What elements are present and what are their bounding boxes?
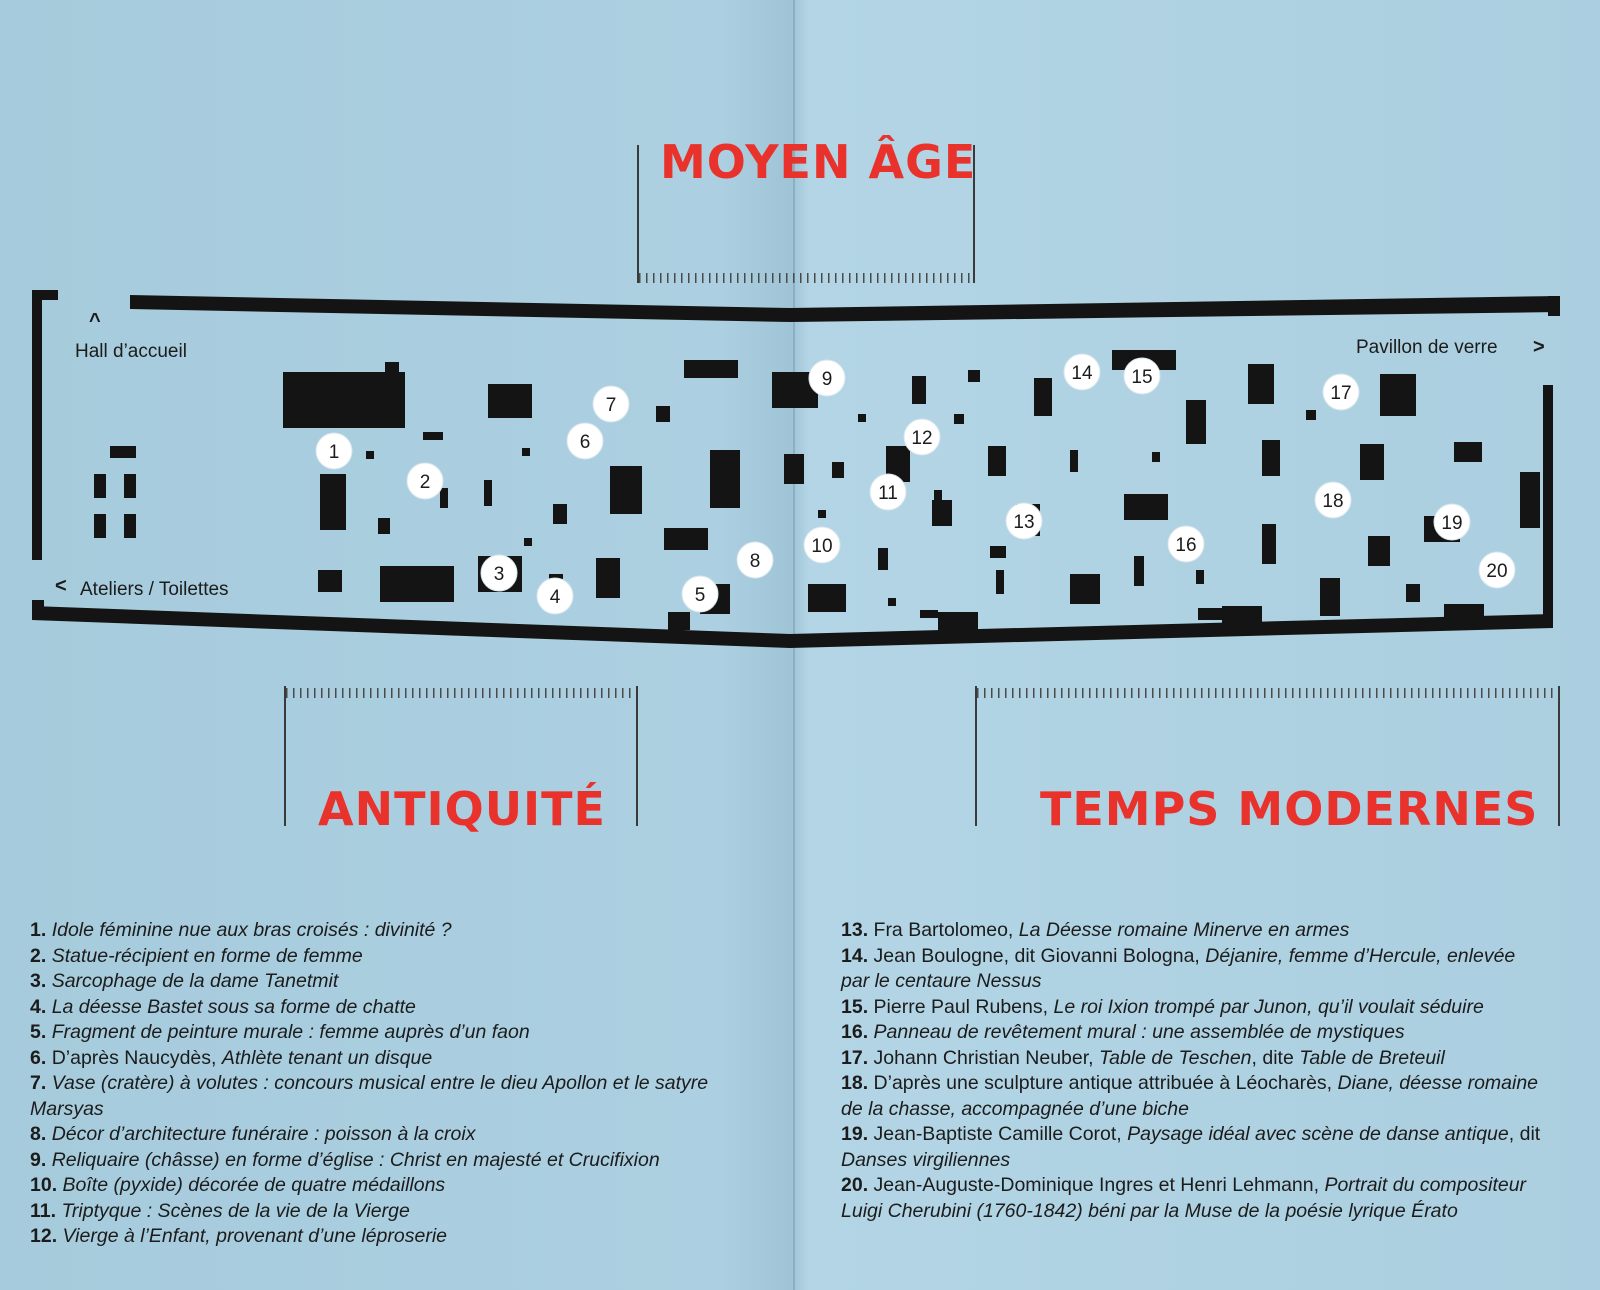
legend-title: Déjanire, femme d’Hercule, enlevée par le centaure Nessus <box>841 944 1516 992</box>
legend-number: 11. <box>30 1199 57 1222</box>
legend-number: 10. <box>30 1174 58 1196</box>
marker-15[interactable] <box>1124 358 1160 394</box>
legend-number: 13. <box>841 919 869 941</box>
marker-number: 12 <box>911 428 933 449</box>
marker-number: 11 <box>878 483 898 504</box>
marker-number: 13 <box>1013 512 1035 533</box>
marker-number: 18 <box>1322 491 1344 512</box>
legend-title: Triptyque : Scènes de la vie de la Vierge <box>61 1199 410 1222</box>
marker-number: 7 <box>605 395 617 416</box>
bracket-line-antiquite-left <box>284 686 286 826</box>
legend-author: D’après une sculpture antique attribuée à Léocharès, <box>873 1072 1338 1094</box>
legend-title: Panneau de revêtement mural : une assemblée de mystiques <box>873 1021 1405 1043</box>
legend-number: 1. <box>30 919 47 941</box>
up-arrow-icon: ^ <box>89 310 101 332</box>
legend-title: Idole féminine nue aux bras croisés : divinité ? <box>51 919 452 941</box>
legend-title: Fragment de peinture murale : femme auprès d’un faon <box>51 1021 530 1043</box>
marker-9[interactable] <box>809 360 845 396</box>
marker-number: 3 <box>493 564 505 585</box>
legend-number: 14. <box>841 944 869 967</box>
marker-number: 10 <box>811 536 833 557</box>
marker-20[interactable] <box>1479 552 1515 588</box>
legend-number: 8. <box>30 1123 47 1145</box>
marker-14[interactable] <box>1064 354 1100 390</box>
legend-author: Johann Christian Neuber, <box>873 1046 1099 1069</box>
legend-title: Décor d’architecture funéraire : poisson à la croix <box>51 1123 476 1145</box>
legend-author: D’après Naucydès, <box>51 1046 222 1069</box>
legend-number: 4. <box>30 995 47 1018</box>
legend-item-2 <box>30 944 750 970</box>
marker-1[interactable] <box>316 433 352 469</box>
legend-alt-title: Danses virgiliennes <box>841 1148 1011 1171</box>
marker-12[interactable] <box>904 419 940 455</box>
marker-4[interactable] <box>537 578 573 614</box>
legend-author: Jean-Auguste-Dominique Ingres et Henri Lehmann, <box>873 1174 1325 1196</box>
legend-number: 15. <box>841 995 869 1018</box>
legend-antiquite-moyen-age <box>30 918 750 1250</box>
legend-number: 19. <box>841 1123 869 1145</box>
legend-item-11 <box>30 1199 750 1225</box>
marker-10[interactable] <box>804 527 840 563</box>
bracket-line-antiquite-right <box>636 686 638 826</box>
legend-item-3 <box>30 969 750 995</box>
legend-connector: , dite <box>1251 1046 1300 1069</box>
hall-accueil-label: Hall d’accueil <box>75 341 187 362</box>
marker-number: 6 <box>579 432 591 453</box>
legend-item-14 <box>841 944 1541 995</box>
legend-item-19 <box>841 1122 1541 1173</box>
legend-item-7 <box>30 1071 750 1122</box>
legend-title: Paysage idéal avec scène de danse antique <box>1127 1123 1509 1145</box>
legend-item-16 <box>841 1020 1541 1046</box>
legend-item-13 <box>841 918 1541 944</box>
legend-item-18 <box>841 1071 1541 1122</box>
marker-3[interactable] <box>481 555 517 591</box>
legend-title: Vase (cratère) à volutes : concours musical entre le dieu Apollon et le satyre Marsyas <box>30 1072 709 1120</box>
marker-6[interactable] <box>567 423 603 459</box>
legend-alt-title: Table de Breteuil <box>1299 1046 1445 1069</box>
marker-number: 20 <box>1486 561 1508 582</box>
marker-19[interactable] <box>1434 504 1470 540</box>
legend-item-9 <box>30 1148 750 1174</box>
legend-title: Table de Teschen <box>1099 1046 1252 1069</box>
ruler-temps-modernes <box>977 688 1558 698</box>
right-arrow-icon: > <box>1533 336 1545 358</box>
marker-16[interactable] <box>1168 526 1204 562</box>
legend-connector: , dit <box>1508 1123 1541 1145</box>
marker-5[interactable] <box>682 576 718 612</box>
marker-number: 5 <box>694 585 706 606</box>
marker-number: 2 <box>419 472 431 493</box>
section-title-antiquite: ANTIQUITÉ <box>318 782 606 836</box>
legend-title: Sarcophage de la dame Tanetmit <box>51 970 339 992</box>
marker-2[interactable] <box>407 463 443 499</box>
marker-8[interactable] <box>737 542 773 578</box>
legend-item-12 <box>30 1224 750 1250</box>
bracket-line-temps-left <box>975 686 977 826</box>
legend-number: 17. <box>841 1046 869 1069</box>
legend-title: Statue-récipient en forme de femme <box>51 944 363 967</box>
section-title-moyen-age: MOYEN ÂGE <box>660 135 977 189</box>
legend-author: Jean Boulogne, dit Giovanni Bologna, <box>873 944 1206 967</box>
marker-number: 1 <box>328 442 340 463</box>
legend-author: Pierre Paul Rubens, <box>873 995 1054 1018</box>
legend-author: Jean-Baptiste Camille Corot, <box>873 1123 1128 1145</box>
legend-item-15 <box>841 995 1541 1021</box>
marker-number: 14 <box>1071 363 1093 384</box>
legend-title: Boîte (pyxide) décorée de quatre médaillons <box>62 1174 446 1196</box>
legend-title: Diane, déesse romaine de la chasse, accompagnée d’une biche <box>841 1072 1539 1120</box>
marker-number: 8 <box>749 551 761 572</box>
legend-item-4 <box>30 995 750 1021</box>
marker-18[interactable] <box>1315 482 1351 518</box>
marker-17[interactable] <box>1323 374 1359 410</box>
legend-number: 12. <box>30 1225 58 1247</box>
legend-number: 16. <box>841 1021 869 1043</box>
legend-title: Le roi Ixion trompé par Junon, qu’il voulait séduire <box>1053 995 1484 1018</box>
section-title-temps-modernes: TEMPS MODERNES <box>1040 782 1539 836</box>
legend-number: 3. <box>30 970 47 992</box>
legend-number: 20. <box>841 1174 869 1196</box>
legend-number: 6. <box>30 1046 47 1069</box>
legend-number: 2. <box>30 944 47 967</box>
legend-title: La déesse Bastet sous sa forme de chatte <box>51 995 416 1018</box>
marker-number: 4 <box>549 587 561 608</box>
legend-item-20 <box>841 1173 1541 1224</box>
marker-number: 16 <box>1175 535 1197 556</box>
marker-number: 19 <box>1441 513 1463 534</box>
ruler-antiquite <box>286 688 636 698</box>
marker-11[interactable] <box>870 474 906 510</box>
legend-temps-modernes <box>841 918 1541 1224</box>
legend-title: La Déesse romaine Minerve en armes <box>1018 919 1350 941</box>
legend-title: Reliquaire (châsse) en forme d’église : Christ en majesté et Crucifixion <box>51 1148 660 1171</box>
marker-number: 9 <box>821 369 833 390</box>
legend-title: Athlète tenant un disque <box>221 1046 433 1069</box>
legend-item-10 <box>30 1173 750 1199</box>
legend-item-8 <box>30 1122 750 1148</box>
left-arrow-icon: < <box>55 575 67 597</box>
legend-item-17 <box>841 1046 1541 1072</box>
legend-title: Portrait du compositeur Luigi Cherubini (1760-1842) béni par la Muse de la poésie lyrique Érato <box>841 1174 1527 1222</box>
pavillon-de-verre-label: Pavillon de verre <box>1356 337 1498 358</box>
bracket-line-temps-right <box>1558 686 1560 826</box>
legend-number: 5. <box>30 1021 47 1043</box>
legend-number: 9. <box>30 1148 47 1171</box>
legend-author: Fra Bartolomeo, <box>873 919 1019 941</box>
legend-item-5 <box>30 1020 750 1046</box>
marker-number: 15 <box>1131 367 1153 388</box>
ateliers-toilettes-label: Ateliers / Toilettes <box>80 579 229 600</box>
legend-item-1 <box>30 918 750 944</box>
legend-item-6 <box>30 1046 750 1072</box>
legend-number: 18. <box>841 1072 869 1094</box>
marker-13[interactable] <box>1006 503 1042 539</box>
marker-number: 17 <box>1330 383 1352 404</box>
legend-number: 7. <box>30 1072 47 1094</box>
legend-title: Vierge à l’Enfant, provenant d’une léproserie <box>62 1225 448 1247</box>
marker-7[interactable] <box>593 386 629 422</box>
